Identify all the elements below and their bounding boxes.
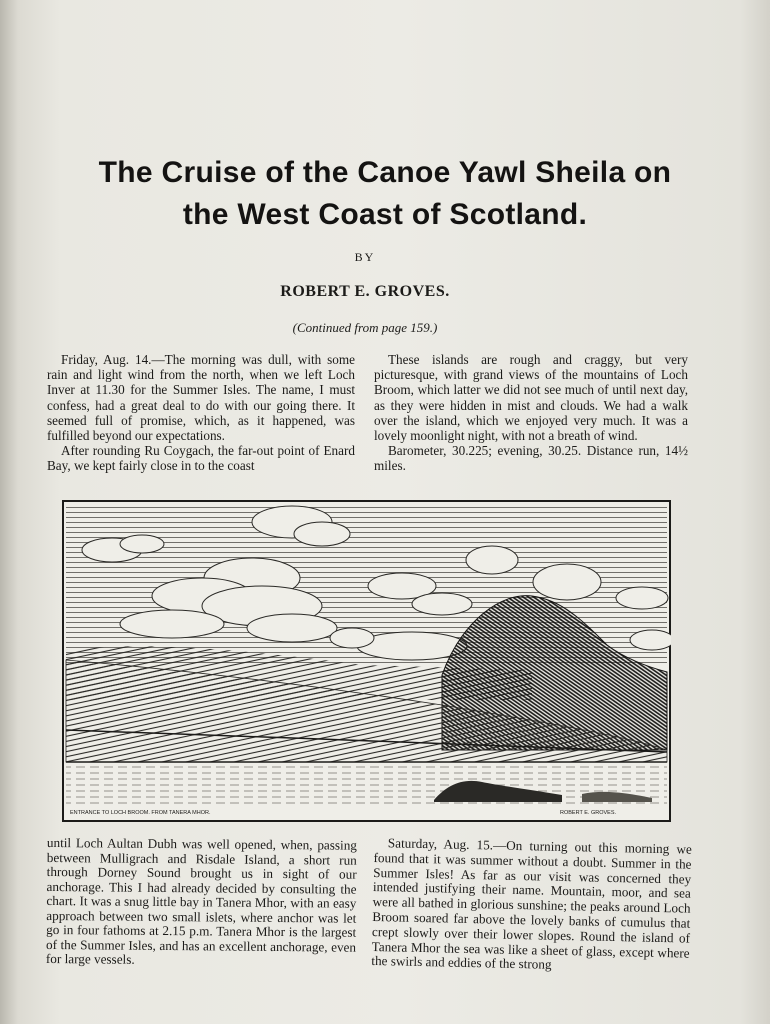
paragraph-islands: These islands are rough and craggy, but very picturesque, with grand views of the mountains of Loch Broom, which latter we did not see much of until next day, as they were hidden in mist and clouds. We had a walk over the island, which we enjoyed very much. It was a lovely moonlight night, with not a breath of wind. [374, 352, 688, 444]
paragraph-barometer: Barometer, 30.225; evening, 30.25. Distance run, 14½ miles. [374, 443, 688, 474]
illustration-caption-left: ENTRANCE TO LOCH BROOM. FROM TANERA MHOR. [70, 810, 211, 816]
article-title [40, 152, 730, 236]
paragraph-rounding: After rounding Ru Coygach, the far-out point of Enard Bay, we kept fairly close in to the coast [47, 443, 355, 474]
title-line-1: The Cruise of the Canoe Yawl Sheila on [98, 156, 672, 189]
paragraph-saturday: Saturday, Aug. 15.—On turning out this morning we found that it was summer without a doubt. Summer in the Summer Isles! As far as our visit was concerned they intended justifying their name. Mountain, moor, and sea were all bathed in glorious sunshine; the peaks around Loch Broom soared far above the lovely banks of cumulus that crept slowly over their lower slopes. Round the island of Tanera Mhor the sea was like a sheet of glass, except where the swirls and eddies of the strong [371, 835, 692, 973]
column-upper-left [47, 352, 355, 474]
illustration-drawing [62, 500, 671, 822]
author-name: ROBERT E. GROVES. [280, 283, 450, 300]
column-upper-right [374, 352, 688, 474]
column-lower-right [371, 836, 692, 976]
continued-note: (Continued from page 159.) [292, 320, 438, 335]
byline-by: BY [354, 250, 376, 264]
paragraph-aultan-dubh: until Loch Aultan Dubh was well opened, when, passing between Mulligrach and Risdale Island, a short run through Dorney Sound brought us in sight of our anchorage. This I had already decided by consulting the chart. It was a snug little bay in Tanera Mhor, with an easy approach between two small islets, where anchor was let go in four fathoms at 2.15 p.m. Tanera Mhor is the largest of the Summer Isles, and has an excellent anchorage, even for large vessels. [45, 835, 357, 967]
paragraph-friday: Friday, Aug. 14.—The morning was dull, with some rain and light wind from the north, when we left Loch Inver at 11.30 for the Summer Isles. The name, I must confess, had a great deal to do with our going there. It seemed full of promise, which, as it happened, was fulfilled beyond our expectations. [47, 352, 355, 444]
landscape-illustration [62, 500, 671, 822]
illustration-caption-artist: ROBERT E. GROVES. [560, 810, 617, 816]
title-line-2: the West Coast of Scotland. [182, 198, 588, 231]
column-lower-left [46, 836, 357, 969]
